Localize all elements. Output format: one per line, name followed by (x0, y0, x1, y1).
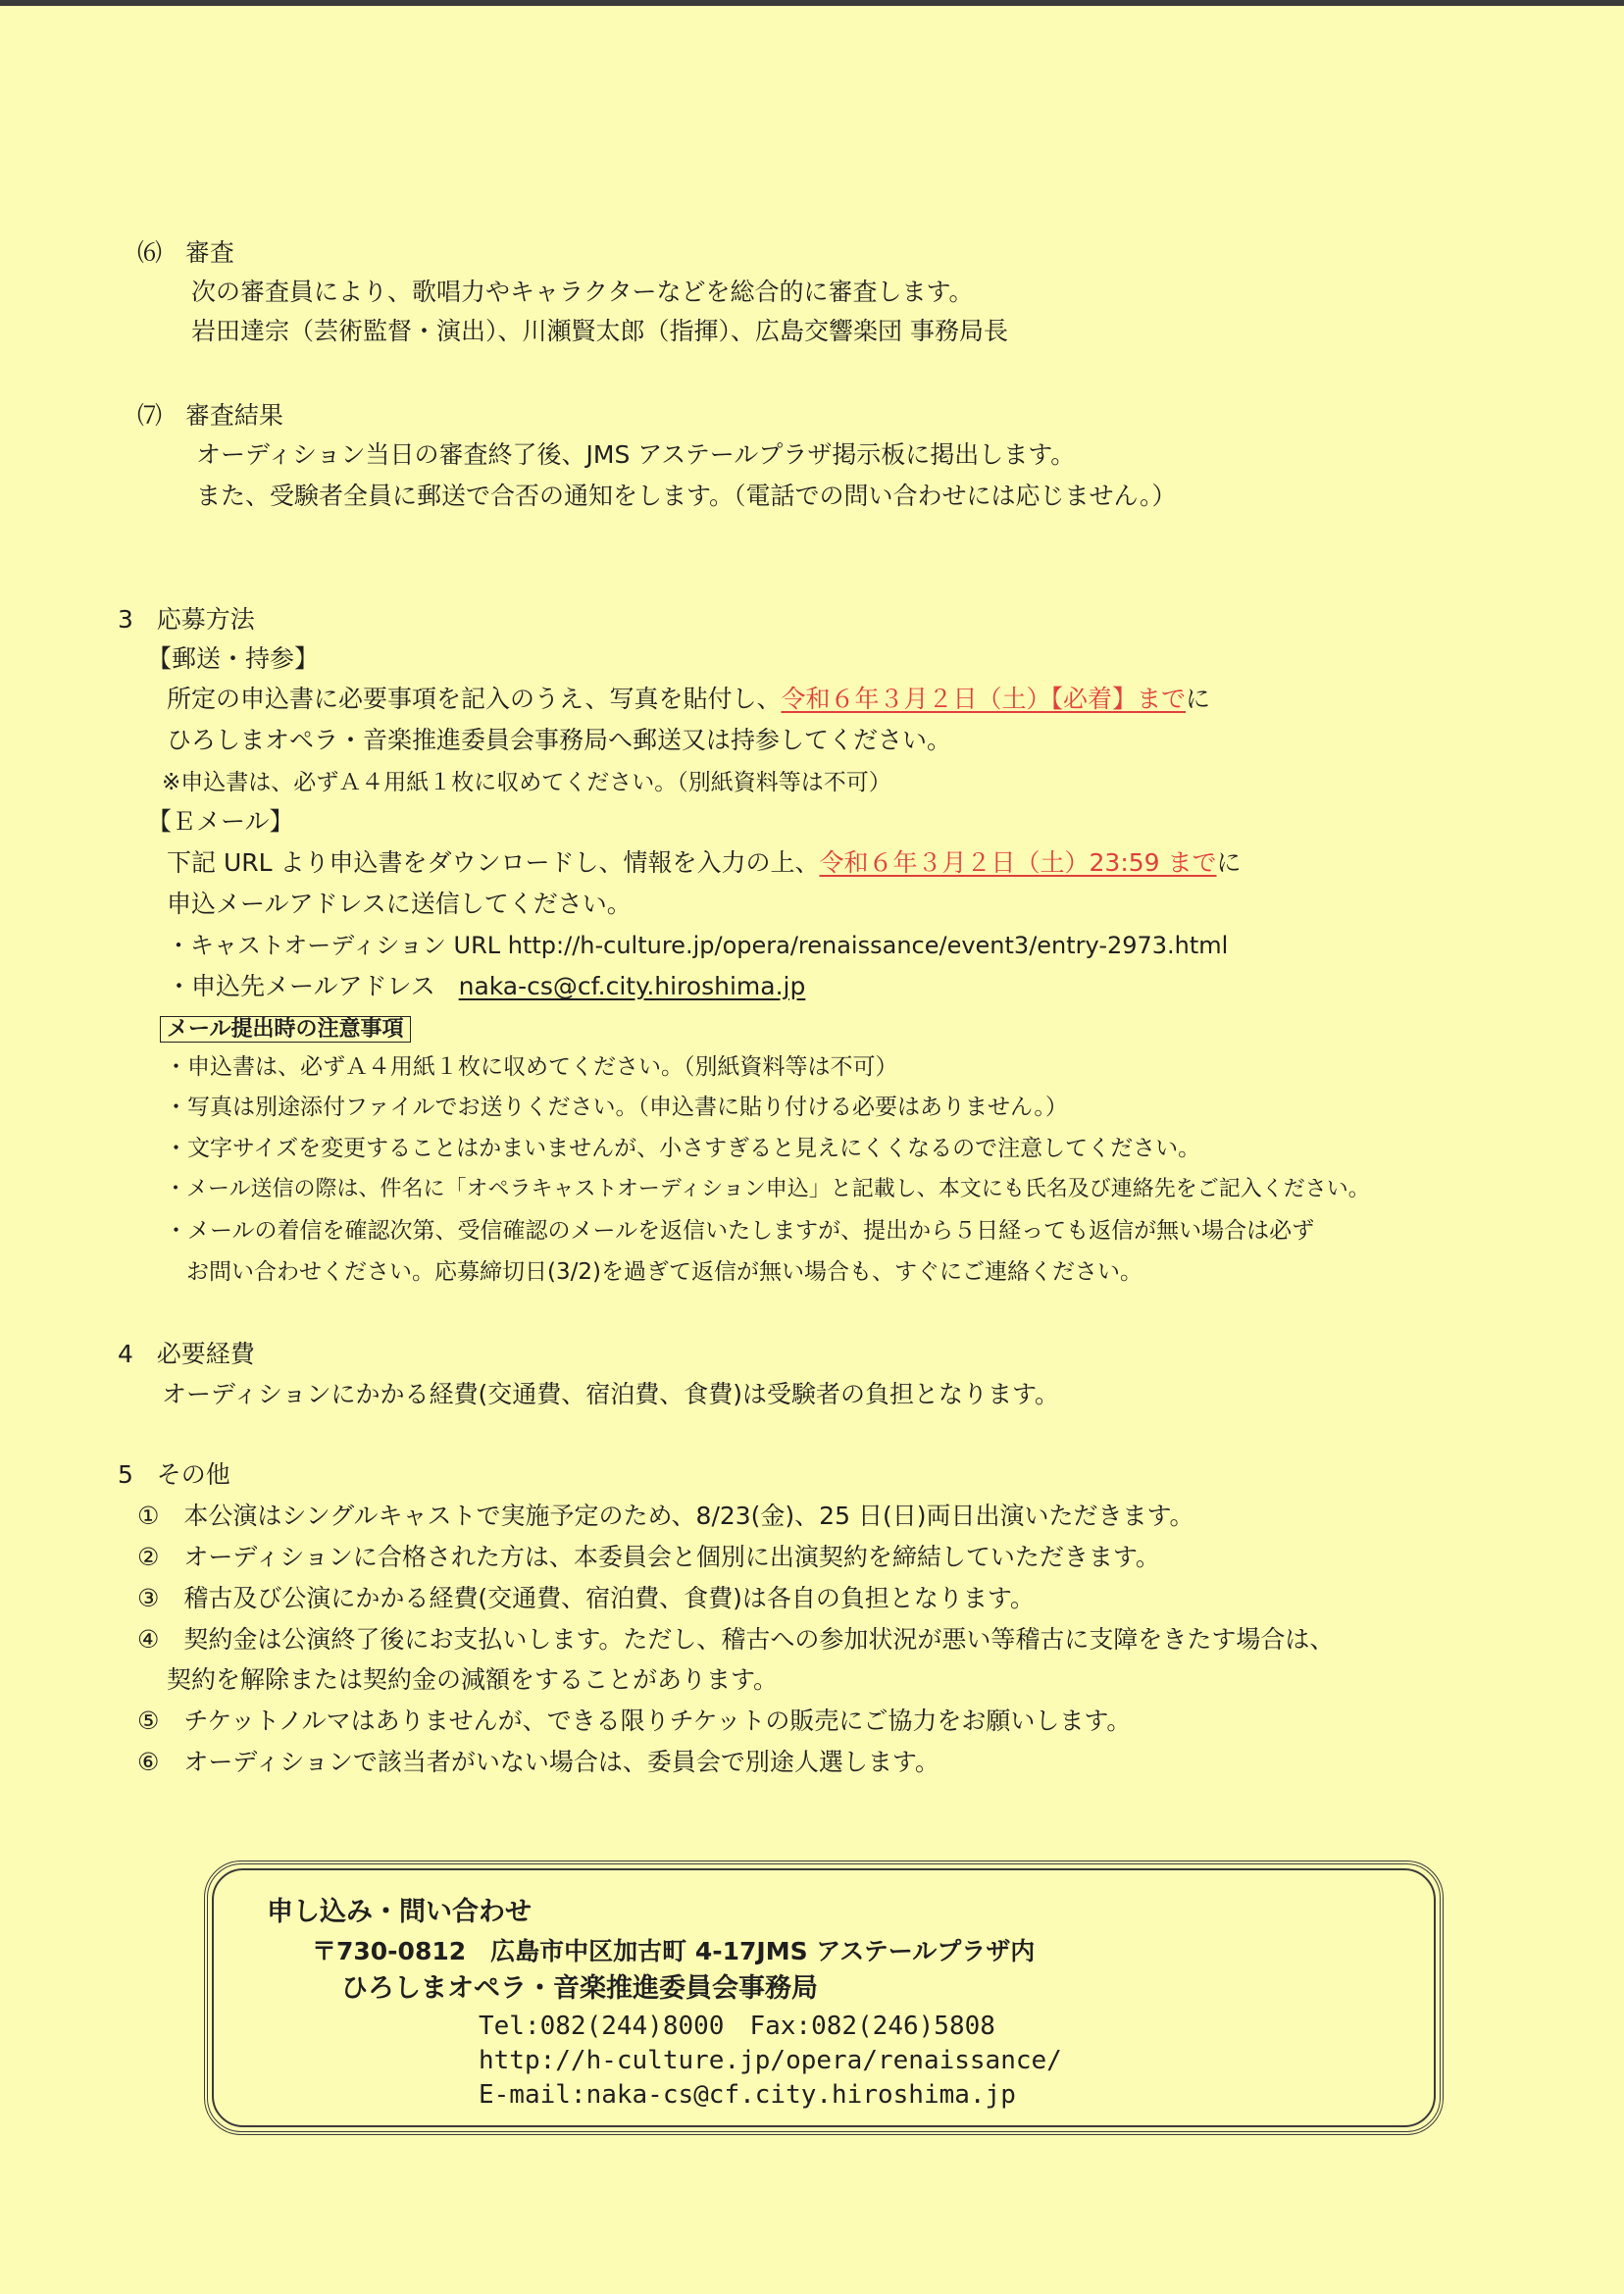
email-line-1 (167, 847, 1242, 879)
section-7-line-1: オーディション当日の審査終了後、JMS アステールプラザ掲示板に掲出します。 (196, 440, 1076, 469)
section-6-heading (137, 237, 234, 269)
contact-website[interactable]: http://h-culture.jp/opera/renaissance/ (479, 2046, 1062, 2075)
section-7-heading (137, 400, 283, 432)
email-notice-5-cont: お問い合わせください。応募締切日(3/2)を過ぎて返信が無い場合も、すぐにご連絡ください。 (186, 1259, 1142, 1285)
mail-deadline: 令和６年３月２日（土）【必着】まで (781, 685, 1187, 713)
section-3-number: 3 (118, 605, 133, 634)
email-deadline: 令和６年３月２日（土）23:59 まで (819, 848, 1217, 877)
section-7-number: ⑺ (137, 401, 163, 430)
mail-line-1 (167, 684, 1210, 715)
application-email-link[interactable]: naka-cs@cf.city.hiroshima.jp (458, 972, 806, 1000)
section-4-line-1: オーディションにかかる経費(交通費、宿泊費、食費)は受験者の負担となります。 (162, 1380, 1060, 1408)
application-email-line (167, 971, 805, 1002)
section-7-line-2: また、受験者全員に郵送で合否の通知をします。（電話での問い合わせには応じません。） (196, 482, 1177, 510)
mail-heading: 【郵送・持参】 (147, 644, 320, 673)
contact-tel-fax: Tel:082(244)8000 Fax:082(246)5808 (479, 2012, 995, 2041)
section-6-number: ⑹ (137, 238, 163, 267)
section-6-line-1: 次の審査員により、歌唱力やキャラクターなどを総合的に審査します。 (191, 278, 974, 306)
email-notice-2: ・写真は別途添付ファイルでお送りください。（申込書に貼り付ける必要はありません。） (165, 1095, 1068, 1120)
other-item-3: ③ 稽古及び公演にかかる経費(交通費、宿泊費、食費)は各自の負担となります。 (137, 1584, 1035, 1612)
section-7-title: 審査結果 (184, 401, 283, 430)
email-heading: 【Ｅメール】 (147, 807, 294, 836)
other-item-2: ② オーディションに合格された方は、本委員会と個別に出演契約を締結していただきます。 (137, 1543, 1160, 1571)
email-notice-1: ・申込書は、必ずＡ４用紙１枚に収めてください。（別紙資料等は不可） (165, 1054, 898, 1080)
mail-note: ※申込書は、必ずＡ４用紙１枚に収めてください。（別紙資料等は不可） (162, 770, 891, 795)
email-notice-5: ・メールの着信を確認次第、受信確認のメールを返信いたしますが、提出から５日経っても返信が無い場合は必ず (165, 1218, 1315, 1244)
email-line-1-text: 下記 URL より申込書をダウンロードし、情報を入力の上、 (167, 848, 820, 877)
email-notice-title: メール提出時の注意事項 (160, 1016, 411, 1043)
section-5-number: 5 (118, 1460, 133, 1489)
top-edge-line (0, 0, 1624, 6)
section-4-number: 4 (118, 1340, 133, 1368)
section-5-title: その他 (156, 1460, 230, 1489)
other-item-4-cont: 契約を解除または契約金の減額をすることがあります。 (167, 1665, 779, 1694)
mail-line-1-suffix: に (1186, 685, 1211, 713)
section-6-title: 審査 (184, 238, 234, 267)
contact-organization: ひろしまオペラ・音楽推進委員会事務局 (341, 1973, 818, 2004)
email-notice-3: ・文字サイズを変更することはかまいませんが、小さすぎると見えにくくなるので注意してください。 (165, 1136, 1201, 1161)
section-4-heading (118, 1339, 255, 1370)
cast-audition-url-line[interactable]: ・キャストオーディション URL http://h-culture.jp/opera/renaissance/event3/entry-2973.html (167, 932, 1229, 959)
section-3-title: 応募方法 (156, 605, 255, 634)
contact-address: 〒730-0812 広島市中区加古町 4-17JMS アステールプラザ内 (312, 1937, 1036, 1965)
other-item-5: ⑤ チケットノルマはありませんが、できる限りチケットの販売にご協力をお願いします。 (137, 1707, 1132, 1735)
email-line-2: 申込メールアドレスに送信してください。 (167, 890, 632, 918)
email-notice-4: ・メール送信の際は、件名に「オペラキャストオーディション申込」と記載し、本文にも氏名及び連絡先をご記入ください。 (165, 1177, 1370, 1201)
email-line-1-suffix: に (1216, 848, 1242, 877)
mail-line-2: ひろしまオペラ・音楽推進委員会事務局へ郵送又は持参してください。 (167, 726, 952, 754)
email-notice-title-row (160, 1012, 411, 1044)
section-3-heading (118, 604, 255, 636)
mail-line-1-text: 所定の申込書に必要事項を記入のうえ、写真を貼付し、 (167, 685, 782, 713)
section-4-title: 必要経費 (156, 1340, 255, 1368)
section-5-heading (118, 1459, 230, 1491)
contact-email[interactable]: E-mail:naka-cs@cf.city.hiroshima.jp (479, 2080, 1016, 2110)
other-item-6: ⑥ オーディションで該当者がいない場合は、委員会で別途人選します。 (137, 1748, 939, 1776)
contact-title: 申し込み・問い合わせ (267, 1897, 532, 1927)
section-6-line-2: 岩田達宗（芸術監督・演出）、川瀬賢太郎（指揮）、広島交響楽団 事務局長 (191, 317, 1008, 345)
other-item-1: ① 本公演はシングルキャストで実施予定のため、8/23(金)、25 日(日)両日出演いただきます。 (137, 1502, 1194, 1530)
other-item-4: ④ 契約金は公演終了後にお支払いします。ただし、稽古への参加状況が悪い等稽古に支障をきたす場合は、 (137, 1625, 1335, 1654)
application-email-label: ・申込先メールアドレス (167, 972, 435, 1000)
